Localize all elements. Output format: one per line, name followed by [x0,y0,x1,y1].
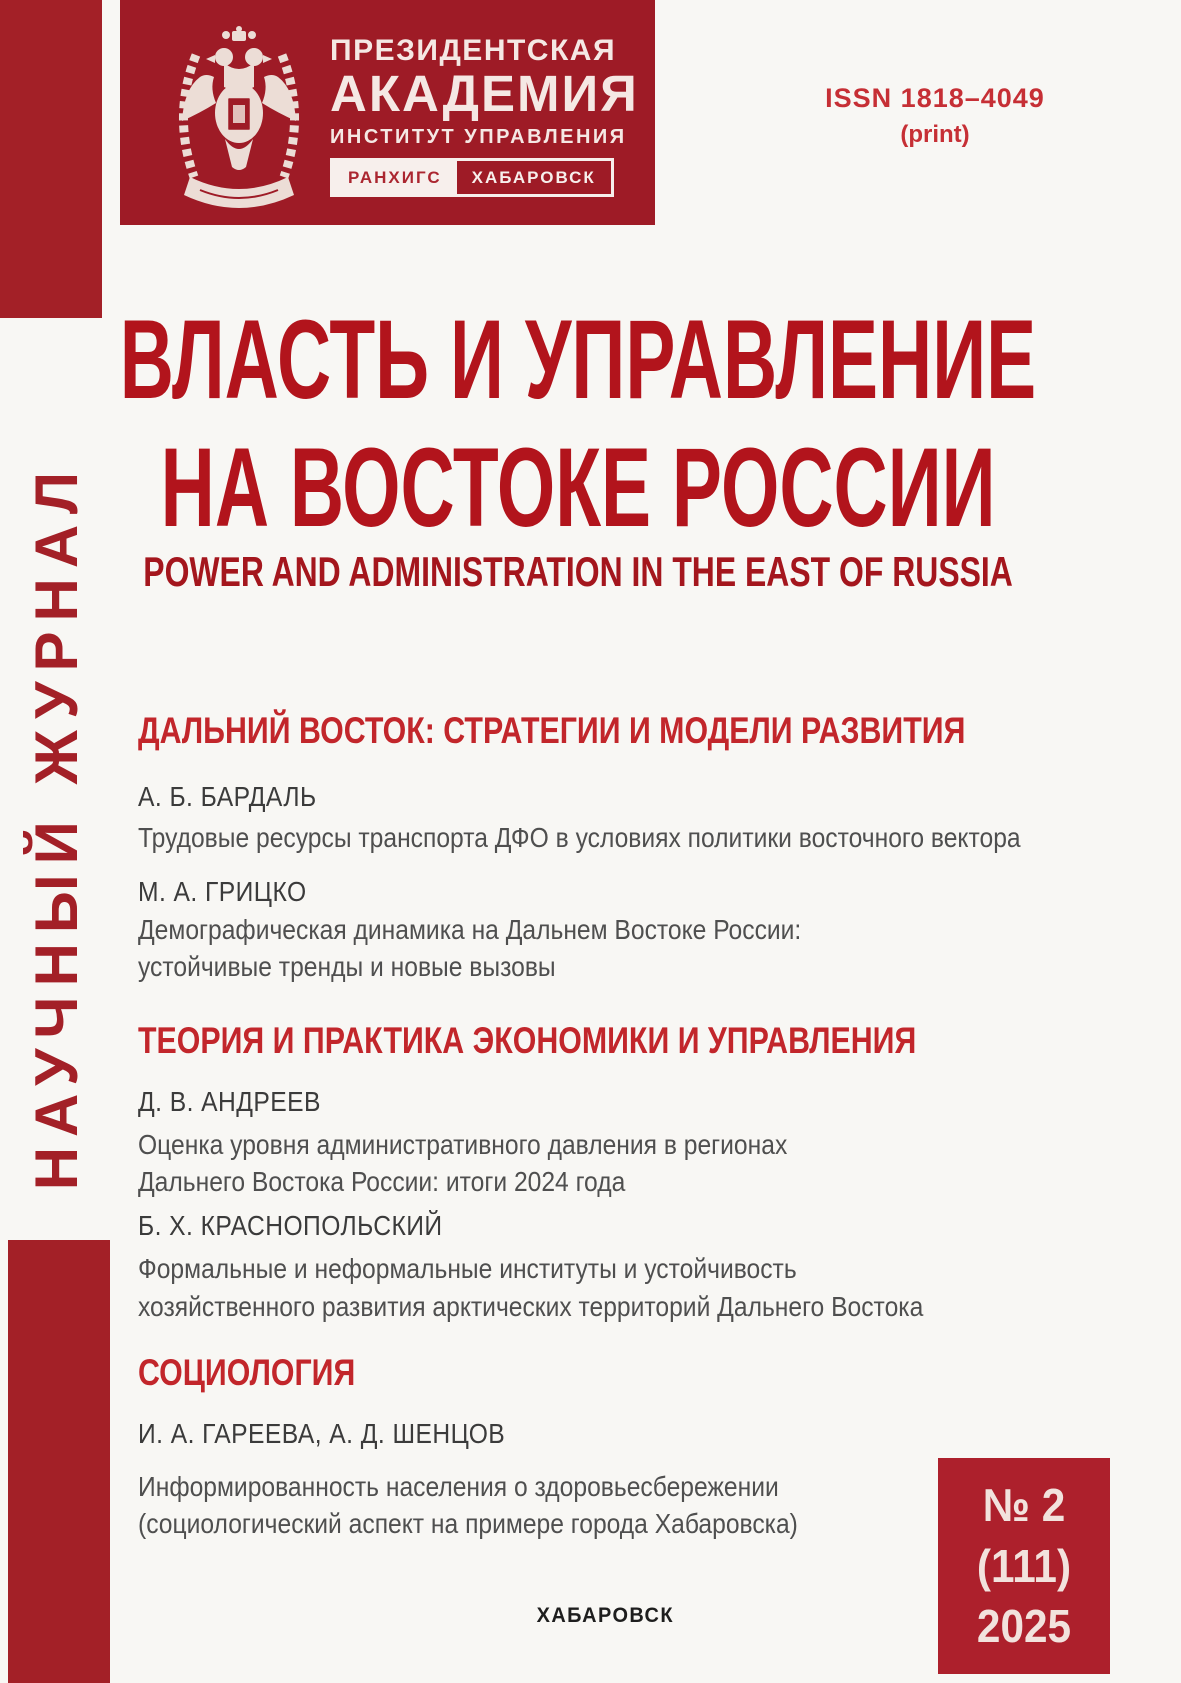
article-authors: М. А. ГРИЦКО [138,876,307,907]
article-title-line: Дальнего Востока России: итоги 2024 года [138,1166,626,1197]
issue-number-box [938,1458,1110,1674]
issn-block [800,84,1070,148]
journal-title-line2: НА ВОСТОКЕ РОССИИ [160,425,996,550]
issn-number: ISSN 1818–4049 [825,83,1045,113]
article-authors: И. А. ГАРЕЕВА, А. Д. ШЕНЦОВ [138,1418,506,1449]
article-title-line: Трудовые ресурсы транспорта ДФО в условиях политики восточного вектора [138,822,1021,853]
issn-print-label: (print) [900,120,970,148]
badge-ranepa: РАНХИГС [333,161,457,194]
publisher-name-line2: АКАДЕМИЯ [330,65,639,122]
publisher-banner [120,0,655,225]
footer-city: ХАБАРОВСК [536,1604,674,1627]
publisher-institute-line: ИНСТИТУТ УПРАВЛЕНИЯ [330,126,627,148]
article-title-line: Формальные и неформальные институты и устойчивость [138,1253,797,1284]
issue-number: № 2 [982,1479,1066,1532]
article-title-line: Демографическая динамика на Дальнем Востоке России: [138,914,802,945]
journal-subtitle-en: POWER AND ADMINISTRATION IN THE EAST OF RUSSIA [143,548,1013,595]
issue-year: 2025 [976,1600,1072,1653]
journal-kind-text: НАУЧНЫЙ ЖУРНАЛ [22,461,90,1191]
double-eagle-emblem-icon [170,24,308,212]
article-title-line: (социологический аспект на примере города Хабаровска) [138,1508,798,1539]
article-authors: Б. Х. КРАСНОПОЛЬСКИЙ [138,1210,443,1241]
issue-volume: (111) [976,1539,1072,1592]
section-heading-economy: ТЕОРИЯ И ПРАКТИКА ЭКОНОМИКИ И УПРАВЛЕНИЯ [138,1020,917,1061]
article-authors: А. Б. БАРДАЛЬ [138,781,317,812]
journal-kind-vertical-label [0,412,112,1240]
section-heading-sociology: СОЦИОЛОГИЯ [138,1352,356,1393]
badge-khabarovsk: ХАБАРОВСК [471,168,596,187]
article-title-line: устойчивые тренды и новые вызовы [138,951,556,982]
journal-title-line1: ВЛАСТЬ И УПРАВЛЕНИЕ [119,297,1037,422]
publisher-badges [330,158,614,197]
left-rail-top-bar [0,0,102,318]
publisher-name-line1: ПРЕЗИДЕНТСКАЯ [330,34,617,67]
left-rail-bottom-bar [8,1240,110,1683]
article-title-line: хозяйственного развития арктических территорий Дальнего Востока [138,1291,924,1322]
article-title-line: Информированность населения о здоровьесбережении [138,1471,779,1502]
section-heading-far-east: ДАЛЬНИЙ ВОСТОК: СТРАТЕГИИ И МОДЕЛИ РАЗВИТИЯ [138,710,966,751]
article-authors: Д. В. АНДРЕЕВ [138,1086,321,1117]
article-title-line: Оценка уровня административного давления в регионах [138,1129,788,1160]
